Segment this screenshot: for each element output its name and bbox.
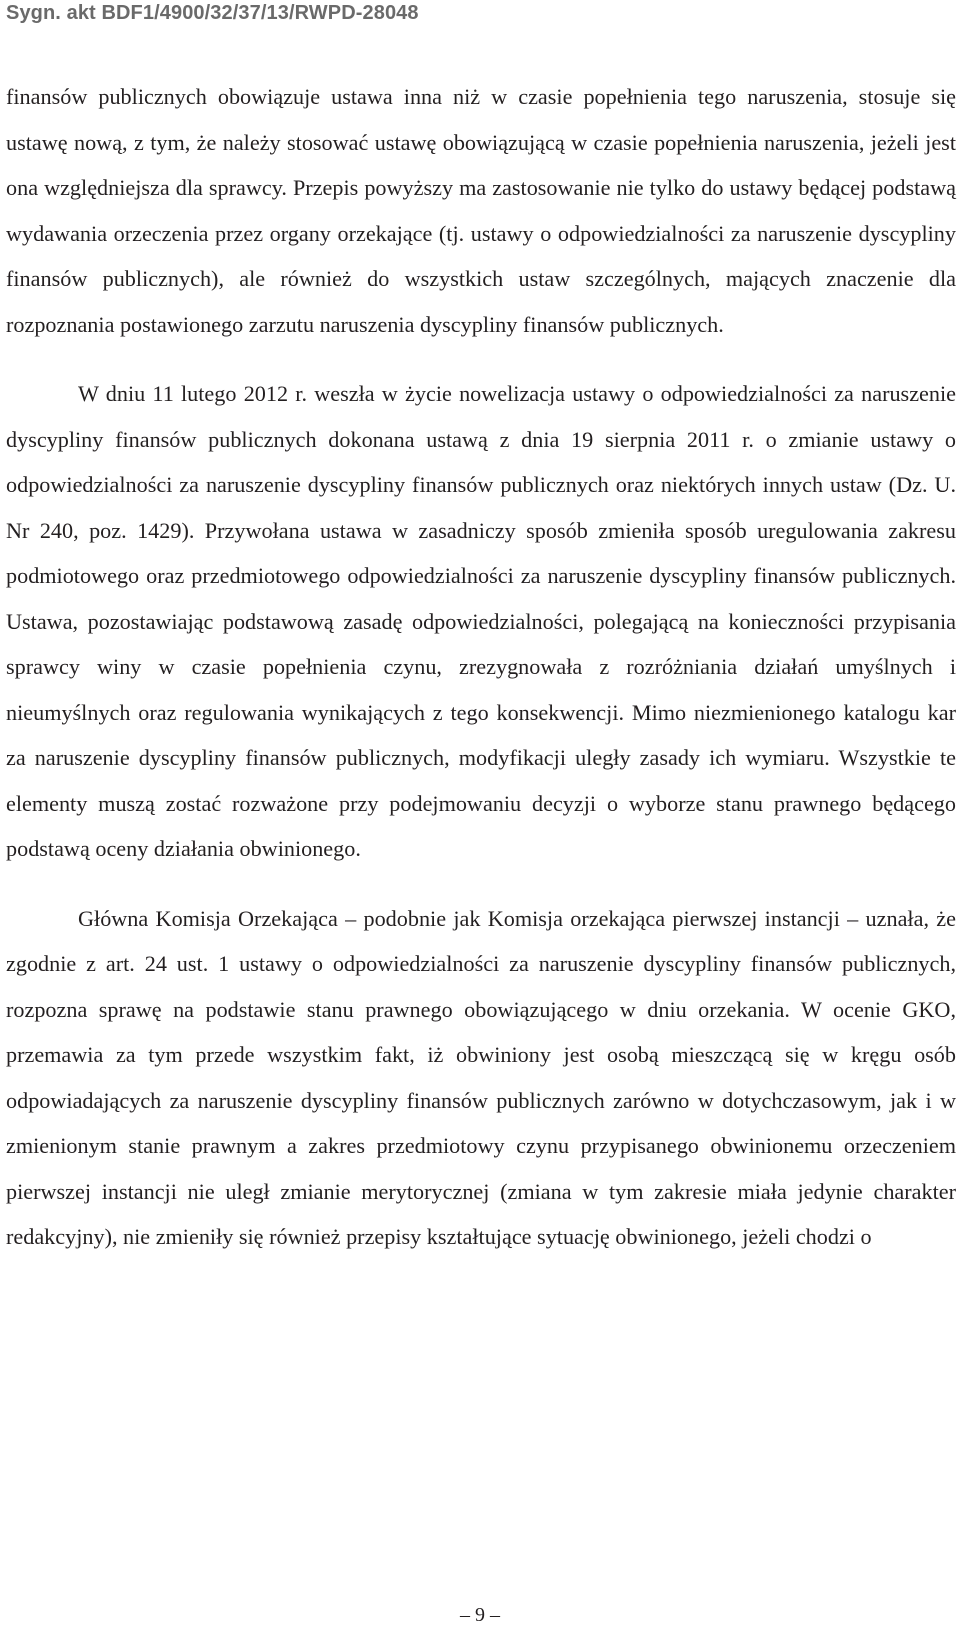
paragraph-gko-assessment: Główna Komisja Orzekająca – podobnie jak Komisja orzekająca pierwszej instancji – uznała, że zgodnie z art. 24 ust. 1 ustawy o odpowiedzialności za naruszenie dyscypliny finansów publicznych, rozpozna sprawę na podstawie stanu prawnego obowiązującego w dniu orzekania. W ocenie GKO, przemawia za tym przede wszystkim fakt, iż obwiniony jest osobą mieszczącą się w kręgu osób odpowiadających za naruszenie dyscypliny finansów publicznych zarówno w dotychczasowym, jak i w zmienionym stanie prawnym a zakres przedmiotowy czynu przypisanego obwinionemu orzeczeniem pierwszej instancji nie uległ zmianie merytorycznej (zmiana w tym zakresie miała jedynie charakter redakcyjny), nie zmieniły się również przepisy kształtujące sytuację obwinionego, jeżeli chodzi o — [6, 905, 956, 1249]
paragraph-continuation: finansów publicznych obowiązuje ustawa inna niż w czasie popełnienia tego naruszenia, stosuje się ustawę nową, z tym, że należy stosować ustawę obowiązującą w czasie popełnienia naruszenia, jeżeli jest ona względniejsza dla sprawcy. Przepis powyższy ma zastosowanie nie tylko do ustawy będącej podstawą wydawania orzeczenia przez organy orzekające (tj. ustawy o odpowiedzialności za naruszenie dyscypliny finansów publicznych), ale również do wszystkich ustaw szczególnych, mających znaczenie dla rozpoznania postawionego zarzutu naruszenia dyscypliny finansów publicznych. — [6, 84, 956, 337]
document-body — [6, 74, 956, 1260]
paragraph-amendment: W dniu 11 lutego 2012 r. weszła w życie nowelizacja ustawy o odpowiedzialności za naruszenie dyscypliny finansów publicznych dokonana ustawą z dnia 19 sierpnia 2011 r. o zmianie ustawy o odpowiedzialności za naruszenie dyscypliny finansów publicznych oraz niektórych innych ustaw (Dz. U. Nr 240, poz. 1429). Przywołana ustawa w zasadniczy sposób zmieniła sposób uregulowania zakresu podmiotowego oraz przedmiotowego odpowiedzialności za naruszenie dyscypliny finansów publicznych. Ustawa, pozostawiając podstawową zasadę odpowiedzialności, polegającą na konieczności przypisania sprawcy winy w czasie popełnienia czynu, zrezygnowała z rozróżniania działań umyślnych i nieumyślnych oraz regulowania wynikających z tego konsekwencji. Mimo niezmienionego katalogu kar za naruszenie dyscypliny finansów publicznych, modyfikacji uległy zasady ich wymiaru. Wszystkie te elementy muszą zostać rozważone przy podejmowaniu decyzji o wyborze stanu prawnego będącego podstawą oceny działania obwinionego. — [6, 381, 956, 861]
case-signature: Sygn. akt BDF1/4900/32/37/13/RWPD-28048 — [6, 2, 419, 24]
page-number: – 9 – — [460, 1604, 500, 1626]
